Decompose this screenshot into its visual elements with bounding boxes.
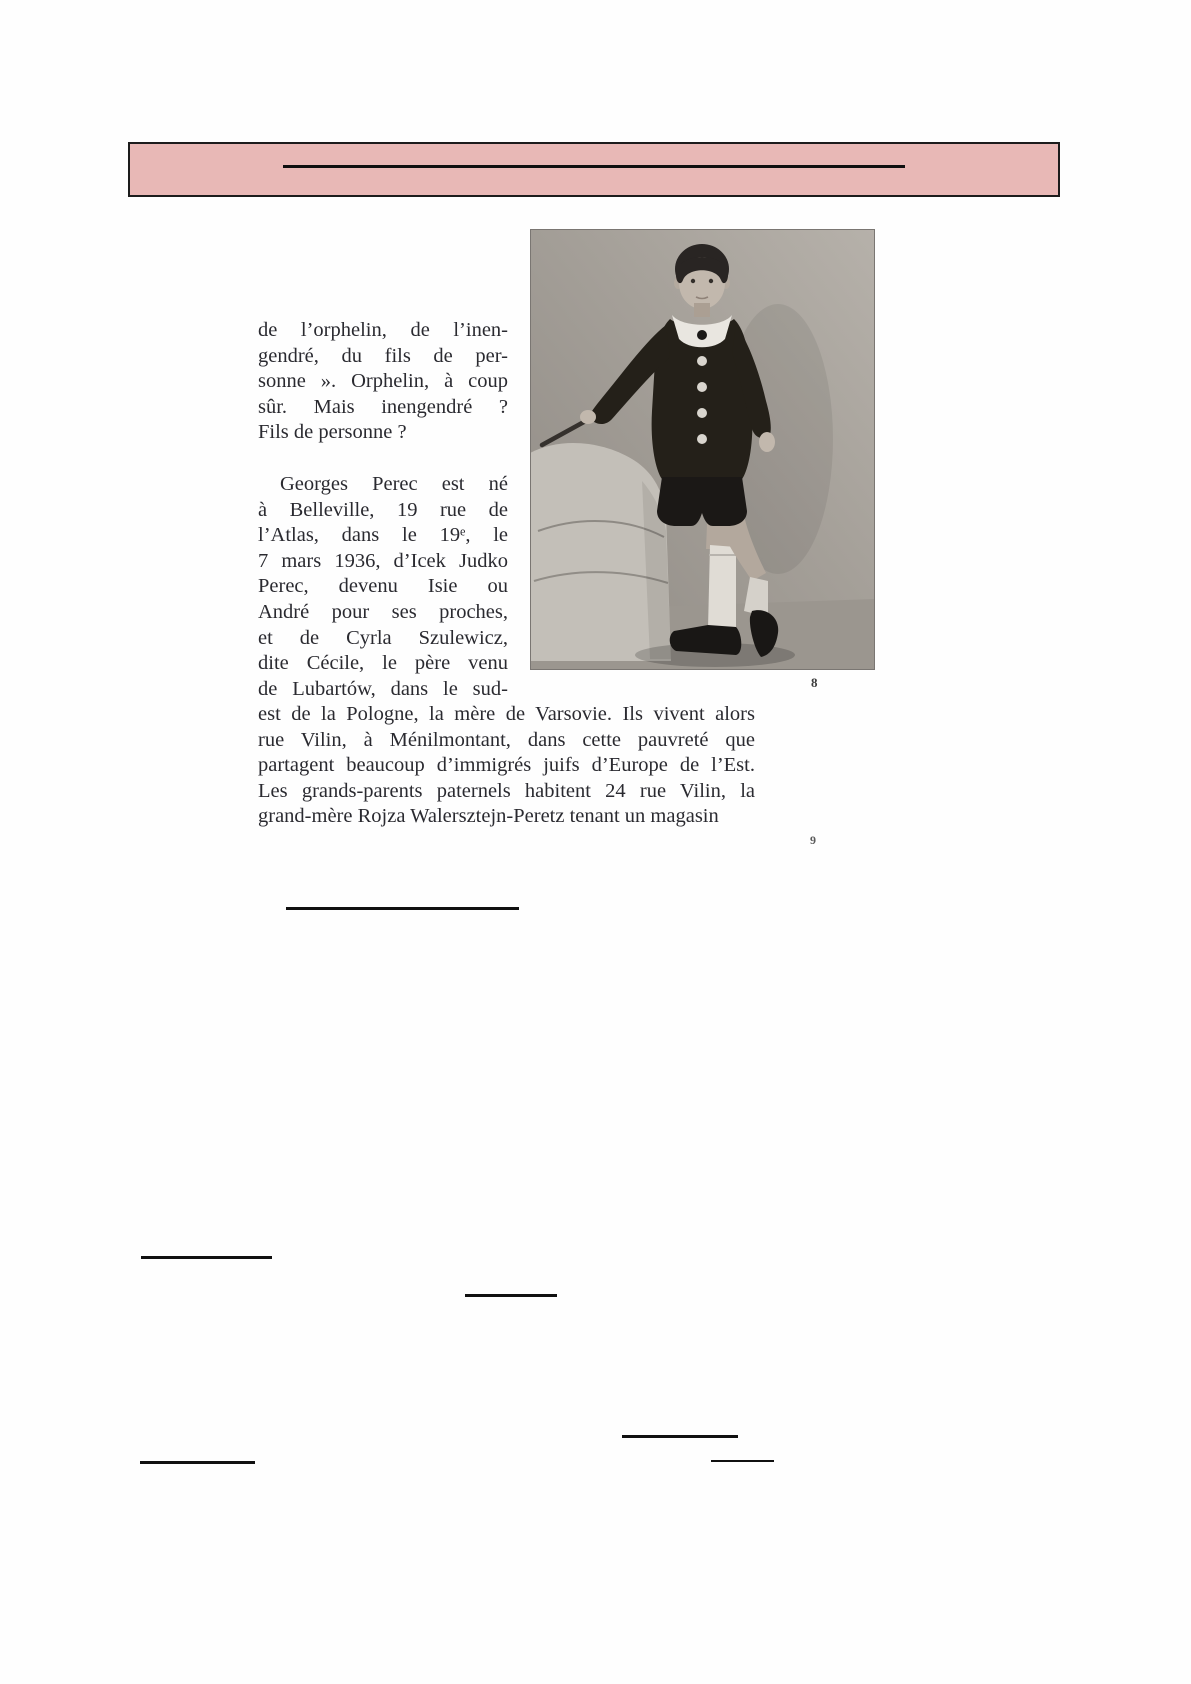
eye-left bbox=[691, 279, 695, 283]
underline-rule-below-text bbox=[286, 907, 519, 910]
article-narrow-column bbox=[258, 318, 508, 702]
stray-rule-center bbox=[465, 1294, 557, 1297]
armchair bbox=[530, 443, 671, 661]
button bbox=[697, 408, 707, 418]
text-line: à Belleville, 19 rue de bbox=[258, 498, 508, 521]
hand-right bbox=[759, 432, 775, 452]
button bbox=[697, 382, 707, 392]
text-line: grand-mère Rojza Walersztejn-Peretz tenant un magasin bbox=[258, 805, 719, 828]
stray-rule-right-lower bbox=[711, 1460, 774, 1462]
photo-illustration bbox=[530, 229, 875, 670]
stray-rule-left-upper bbox=[141, 1256, 272, 1259]
page-number-9: 9 bbox=[810, 833, 816, 847]
button bbox=[697, 356, 707, 366]
neck bbox=[694, 303, 710, 317]
text-line: 7 mars 1936, d’Icek Judko bbox=[258, 549, 508, 572]
text-line: Les grands-parents paternels habitent 24 rue Vilin, la bbox=[258, 779, 755, 802]
header-banner bbox=[128, 142, 1060, 197]
header-underline-rule bbox=[283, 165, 905, 168]
article-wide-column bbox=[258, 702, 755, 830]
text-line: sûr. Mais inengendré ? bbox=[258, 395, 508, 418]
text-line: André pour ses proches, bbox=[258, 600, 508, 623]
text-line: de l’orphelin, de l’inen- bbox=[258, 319, 508, 341]
text-line: dite Cécile, le père venu bbox=[258, 652, 508, 675]
stray-rule-right-mid bbox=[622, 1435, 738, 1438]
text-line: Fils de personne ? bbox=[258, 421, 407, 444]
eye-right bbox=[709, 279, 713, 283]
collar-knot bbox=[697, 330, 707, 340]
boy-photograph bbox=[530, 229, 875, 670]
page-number-8: 8 bbox=[811, 675, 818, 690]
text-line: est de la Pologne, la mère de Varsovie. Ils vivent alors bbox=[258, 703, 755, 725]
text-line: de Lubartów, dans le sud- bbox=[258, 677, 508, 700]
button bbox=[697, 434, 707, 444]
text-line: Georges Perec est né bbox=[280, 472, 508, 495]
stray-rule-left-lower bbox=[140, 1461, 255, 1464]
paragraph-gap bbox=[258, 446, 508, 472]
text-line: rue Vilin, à Ménilmontant, dans cette pauvreté que bbox=[258, 728, 755, 751]
hand-left bbox=[580, 410, 596, 424]
text-line: et de Cyrla Szulewicz, bbox=[258, 626, 508, 649]
text-line: l’Atlas, dans le 19ᵉ, le bbox=[258, 524, 508, 547]
text-line: partagent beaucoup d’immigrés juifs d’Europe de l’Est. bbox=[258, 754, 755, 777]
text-line: gendré, du fils de per- bbox=[258, 344, 508, 367]
white-knee-sock bbox=[708, 545, 736, 629]
text-line: Perec, devenu Isie ou bbox=[258, 575, 508, 598]
text-line: sonne ». Orphelin, à coup bbox=[258, 370, 508, 393]
